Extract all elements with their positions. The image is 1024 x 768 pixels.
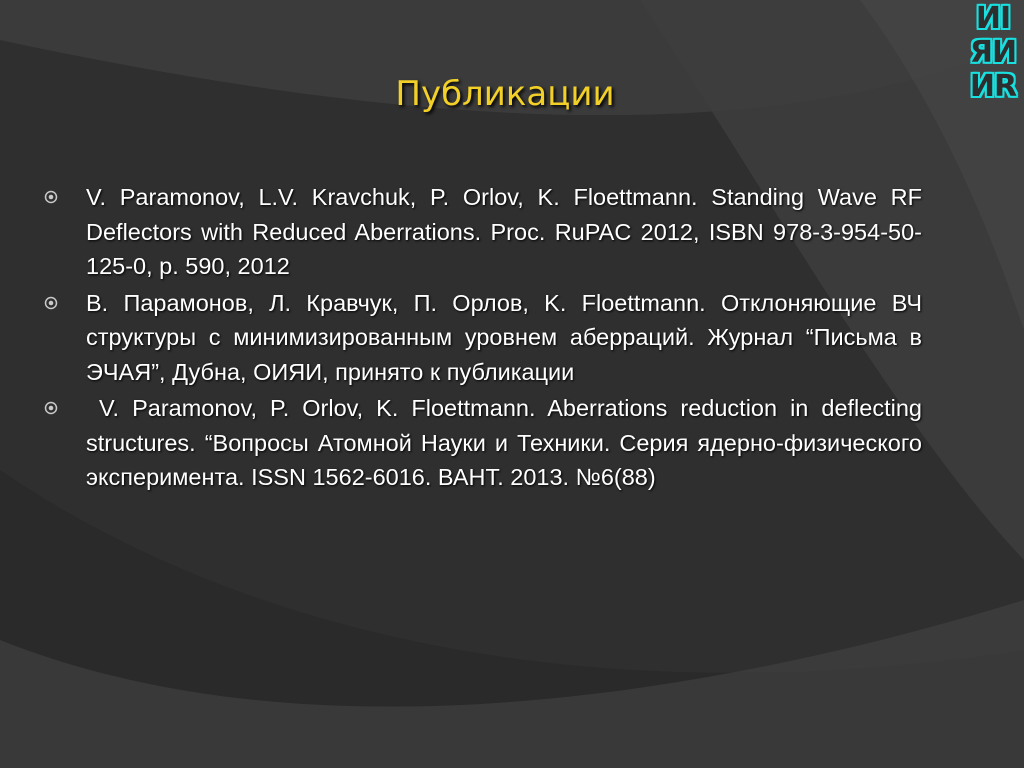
publication-list [42, 180, 922, 497]
circled-dot-icon [44, 296, 58, 310]
logo-line: ИI [975, 1, 1011, 36]
circled-dot-icon [44, 190, 58, 204]
publication-item [42, 180, 922, 284]
logo-line: ЯИ [969, 35, 1017, 70]
publication-text: V. Paramonov, P. Orlov, K. Floettmann. Aberrations reduction in deflecting structures. “Вопросы Атомной Науки и Техники. Серия ядерно-физического эксперимента. ISSN 1562-6016. ВАНТ. 2013. №6(88) [86, 395, 922, 490]
circled-dot-icon [44, 401, 58, 415]
logo-line: ИR [969, 69, 1017, 104]
slide-title: Публикации [395, 74, 615, 114]
publication-text: В. Парамонов, Л. Кравчук, П. Орлов, K. Floettmann. Отклоняющие ВЧ структуры с минимизированным уровнем аберраций. Журнал “Письма в ЭЧАЯ”, Дубна, ОИЯИ, принято к публикации [86, 289, 922, 385]
publication-item [42, 286, 922, 390]
publication-item [42, 391, 922, 495]
publication-text: V. Paramonov, L.V. Kravchuk, P. Orlov, K. Floettmann. Standing Wave RF Deflectors with Reduced Aberrations. Proc. RuPAC 2012, ISBN 978-3-954-50-125-0, p. 590, 2012 [86, 184, 922, 279]
